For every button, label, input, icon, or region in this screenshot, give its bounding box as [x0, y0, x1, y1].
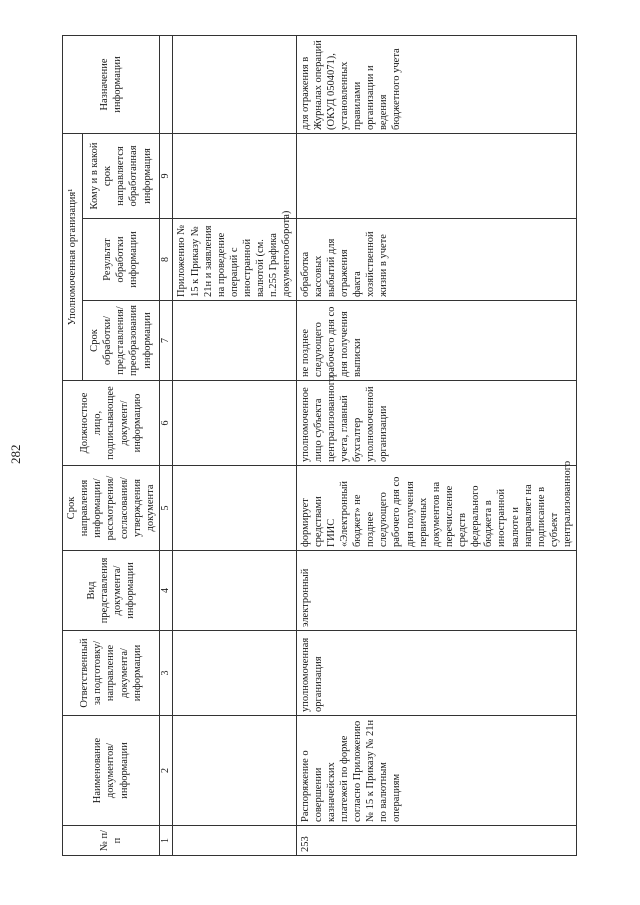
cell-result-continued: Приложению № 15 к Приказу № 21н и заявления на проведение операций с иностранной валютой (см. п.255 Графика документооборота): [173, 219, 296, 301]
cell-responsible: уполномоченная организация: [296, 631, 577, 716]
cell-empty: [173, 466, 296, 551]
table-row: [296, 36, 577, 856]
cell-empty: [173, 134, 296, 219]
cell-type: электронный: [296, 551, 577, 631]
col-num-9: 9: [159, 134, 173, 219]
table-row: [173, 36, 296, 856]
cell-document-name: Распоряжение о совершении казначейских платежей по форме согласно Приложению № 15 к Приказу № 21н по валютным операциям: [296, 716, 577, 826]
header-processing-deadline: Срок обработки/ представления/ преобразования информации: [82, 301, 159, 381]
cell-empty: [173, 551, 296, 631]
cell-empty: [173, 826, 296, 856]
cell-signer: уполномоченное лицо субъекта централизованного учета, главный бухгалтер уполномоченной организации: [296, 381, 577, 466]
col-num-1: 1: [159, 826, 173, 856]
col-num-6: 6: [159, 381, 173, 466]
col-num-8: 8: [159, 219, 173, 301]
cell-deadline: формирует средствами ГИИС «Электронный бюджет» не позднее следующего рабочего дня со дня получения первичных документов на перечисление средств федерального бюджета в иностранной валюте и направляет на подписание в субъект централизованного: [296, 466, 577, 551]
cell-empty: [173, 36, 296, 134]
page-number: 282: [8, 444, 23, 464]
cell-purpose: для отражения в Журналах операций (ОКУД 0504071), установленных правилами организации и ведения бюджетного учета: [296, 36, 577, 134]
header-number: № п/п: [63, 826, 160, 856]
header-responsible: Ответственный за подготовку/ направление документа/ информации: [63, 631, 160, 716]
cell-row-number: 253: [296, 826, 577, 856]
cell-empty: [173, 381, 296, 466]
header-recipient: Кому и в какой срок направляется обработанная информация: [82, 134, 159, 219]
col-num-2: 2: [159, 716, 173, 826]
header-type: Вид представления документа/ информации: [63, 551, 160, 631]
col-num-empty: [159, 36, 173, 134]
cell-empty: [173, 301, 296, 381]
cell-empty: [173, 631, 296, 716]
header-signer: Должностное лицо, подписывающее документ/ информацию: [63, 381, 160, 466]
document-table-rotated: [62, 36, 573, 856]
document-flow-table: [62, 35, 577, 856]
header-processing-result: Результат обработки информации: [82, 219, 159, 301]
col-num-4: 4: [159, 551, 173, 631]
col-num-7: 7: [159, 301, 173, 381]
col-num-5: 5: [159, 466, 173, 551]
cell-processing-deadline: не позднее следующего рабочего дня со дня получения выписки: [296, 301, 577, 381]
page-number-box: [0, 420, 23, 464]
header-document-name: Наименование документов/ информации: [63, 716, 160, 826]
header-deadline: Срок направления информации/ рассмотрения/ согласования/ утверждения документа: [63, 466, 160, 551]
cell-recipient: [296, 134, 577, 219]
col-num-3: 3: [159, 631, 173, 716]
cell-empty: [173, 716, 296, 826]
column-numbers-row: [159, 36, 173, 856]
cell-processing-result: обработка кассовых выбытий для отражения факта хозяйственной жизни в учете: [296, 219, 577, 301]
header-authorized-org: Уполномоченная организация¹: [63, 134, 83, 381]
header-purpose: Назначение информации: [63, 36, 160, 134]
